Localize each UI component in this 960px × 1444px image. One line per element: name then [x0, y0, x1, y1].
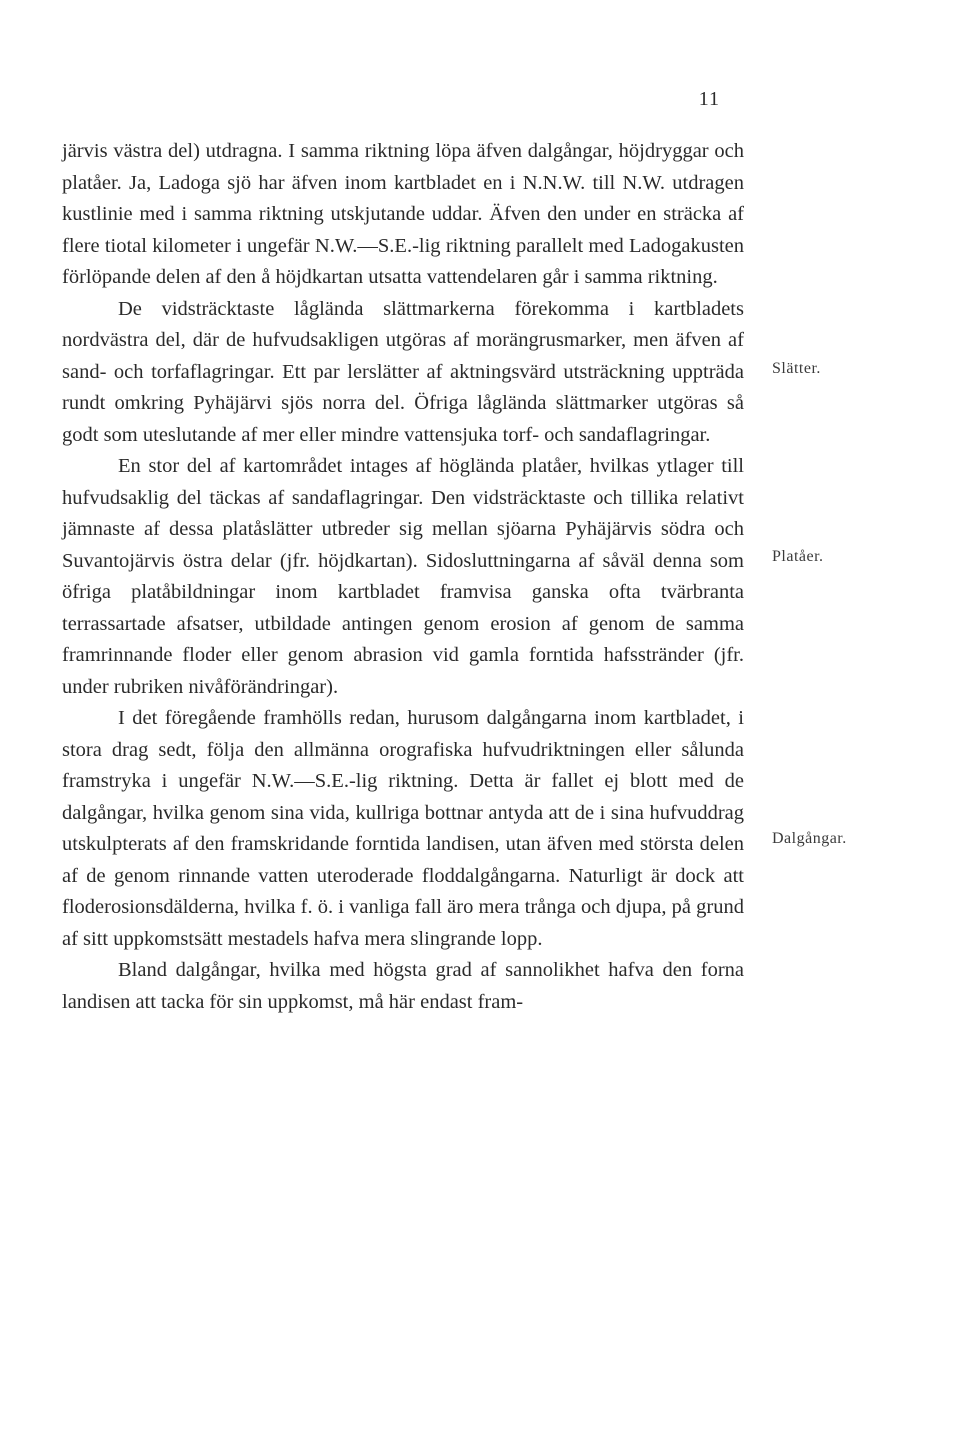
paragraph-5: Bland dalgångar, hvilka med högsta grad af sannolikhet hafva den forna landisen att tacka för sin uppkomst, må här endast fram-: [62, 959, 744, 1013]
margin-note-slatter: Slätter.: [772, 360, 821, 377]
body-text: [62, 136, 744, 1018]
paragraph-1: järvis västra del) utdragna. I samma riktning löpa äfven dalgångar, höjdryggar och platåer. Ja, Ladoga sjö har äfven inom kartbladet en i N.N.W. till N.W. utdragen kustlinie med i samma riktning utskjutande uddar. Äfven den under en sträcka af flere tiotal kilometer i ungefär N.W.—S.E.-lig riktning parallelt med Ladogakusten förlöpande delen af den å höjdkartan utsatta vattendelaren går i samma riktning.: [62, 140, 744, 288]
margin-note-dalgangar: Dalgångar.: [772, 830, 847, 847]
paragraph-3: En stor del af kartområdet intages af högländа platåer, hvilkas ytlager till hufvudsaklig del täckas af sandaflagringar. Den vidsträcktaste och tillika relativt jämnaste af dessa platåslätter utbreder sig mellan sjöarna Pyhäjärvis södra och Suvantojärvis östra delar (jfr. höjdkartan). Sidosluttningarna af såväl denna som öfriga platåbildningar inom kartbladet framvisa ganska ofta tvärbranta terrassartade afsatser, utbildade antingen genom erosion af genom de samma framrinnande floder eller genom abrasion vid gamla forntida hafsstränder (jfr. under rubriken nivåförändringar).: [62, 455, 744, 698]
paragraph-2: De vidsträcktaste lågländа slättmarkerna förekomma i kartbladets nordvästra del, där de hufvudsakligen utgöras af morängrusmarker, men äfven af sand- och torfaflagringar. Ett par lerslätter af aktningsvärd utsträckning uppträda rundt omkring Pyhäjärvi sjös norra del. Öfriga lågländа slättmarker utgöras så godt som uteslutande af mer eller mindre vattensjuka torf- och sandaflagringar.: [62, 297, 744, 446]
paragraph-4: I det föregående framhölls redan, hurusom dalgångarna inom kartbladet, i stora drag sedt, följa den allmänna orografiska hufvudriktningen eller sålunda framstryka i ungefär N.W.—S.E.-lig riktning. Detta är fallet ej blott med de dalgångar, hvilka genom sina vida, kullriga bottnar antyda att de i sina hufvuddrag utskulpterats af den framskridande forntida landisen, utan äfven med största delen af de genom rinnande vatten uteroderade floddalgångarna. Naturligt är dock att floderosionsdälderna, hvilka f. ö. i vanliga fall äro mera trånga och djupa, på grund af sitt uppkomstsätt mestadels hafva mera slingrande lopp.: [62, 707, 744, 950]
margin-note-plataer: Platåer.: [772, 548, 824, 565]
page-number: 11: [698, 88, 720, 110]
